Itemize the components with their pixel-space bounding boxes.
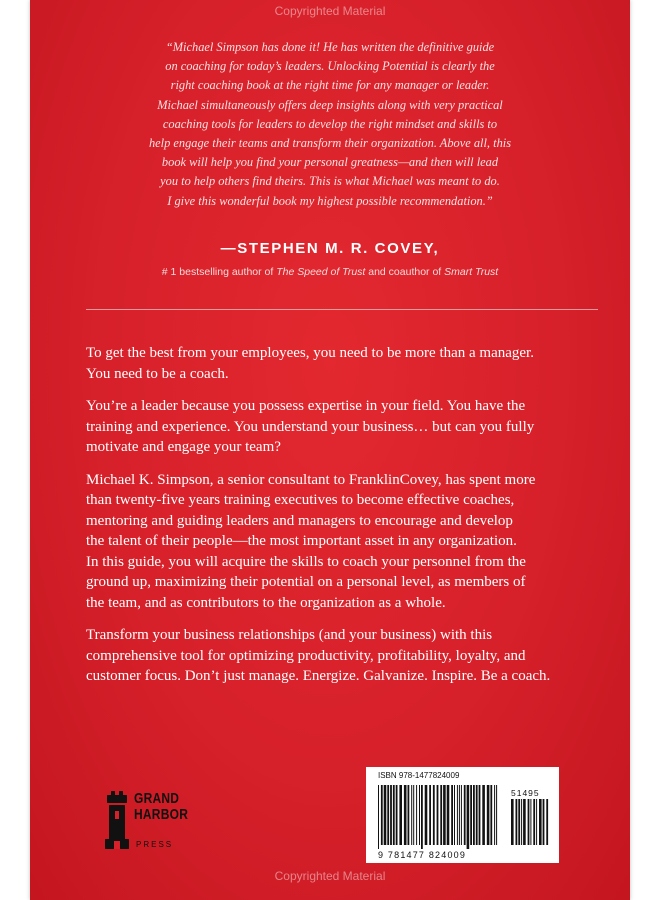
- barcode-bar: [447, 785, 450, 845]
- quote-line: Michael simultaneously offers deep insights along with very practical: [157, 97, 503, 112]
- barcode-bar: [459, 785, 460, 845]
- barcode-bar: [408, 785, 410, 845]
- barcode-bar: [413, 785, 414, 845]
- author-credit: [30, 266, 630, 278]
- barcode-bar: [543, 799, 545, 845]
- barcode-bar: [479, 785, 481, 845]
- text-line: motivate and engage your team?: [86, 439, 281, 455]
- barcode-bar: [381, 785, 383, 845]
- castle-tower-icon: [100, 789, 132, 851]
- isbn-digits: 9 781477 824009: [378, 850, 467, 860]
- barcode-bar: [451, 785, 453, 845]
- text-line: In this guide, you will acquire the skills to coach your personnel from the: [86, 553, 526, 570]
- barcode-bar: [523, 799, 526, 845]
- text-line: mentoring and guiding leaders and managers to encourage and develop: [86, 512, 513, 529]
- barcode-bar: [521, 799, 522, 845]
- text-line: comprehensive tool for optimizing productivity, profitability, loyalty, and: [86, 647, 526, 664]
- barcode-bar: [490, 785, 492, 845]
- ean-barcode-bars: [378, 785, 498, 849]
- quote-attribution: —STEPHEN M. R. COVEY,: [220, 240, 440, 257]
- description-paragraph: [86, 625, 616, 687]
- text-line: You’re a leader because you possess expertise in your field. You have the: [86, 398, 526, 414]
- barcode-bar: [416, 785, 417, 845]
- text-line: To get the best from your employees, you need to be more than a manager.: [86, 345, 534, 361]
- watermark-top: Copyrighted Material: [274, 4, 386, 18]
- text-line: the team, and as contributors to the organization as a whole.: [86, 594, 446, 611]
- endorsement-quote: [90, 38, 570, 211]
- barcode-bar: [396, 785, 398, 845]
- book-back-cover: [30, 0, 630, 900]
- isbn-barcode: [366, 767, 559, 863]
- text-line: You need to be a coach.: [86, 365, 229, 382]
- publisher-name-line: GRAND: [134, 790, 180, 807]
- barcode-bar: [390, 785, 392, 845]
- text-line: the talent of their people—the most important asset in any organization.: [86, 533, 517, 549]
- barcode-bar: [467, 785, 470, 849]
- text-line: customer focus. Don’t just manage. Energize. Galvanize. Inspire. Be a coach.: [86, 668, 551, 684]
- barcode-bar: [496, 785, 497, 845]
- text-line: ground up, maximizing their potential on a personal level, as members of: [86, 574, 526, 590]
- barcode-bar: [516, 799, 518, 845]
- watermark-bottom: Copyrighted Material: [274, 869, 386, 883]
- barcode-bar: [482, 785, 485, 845]
- barcode-bar: [399, 785, 402, 845]
- barcode-bar: [536, 799, 537, 845]
- barcode-bar: [433, 785, 435, 845]
- barcode-bar: [511, 799, 514, 845]
- barcode-bar: [404, 785, 407, 845]
- credit-middle: and coauthor of: [365, 266, 445, 278]
- barcode-bar: [429, 785, 431, 845]
- book-description: [86, 343, 616, 699]
- credit-book-title: The Speed of Trust: [276, 266, 366, 278]
- barcode-bar: [461, 785, 462, 845]
- quote-line: help engage their teams and transform their organization. Above all, this: [148, 136, 512, 151]
- barcode-bar: [533, 799, 535, 845]
- publisher-name-line: PRESS: [136, 840, 174, 849]
- description-paragraph: [86, 396, 616, 458]
- publisher-logo: [100, 787, 220, 857]
- barcode-bar: [518, 799, 520, 845]
- section-divider: [86, 309, 598, 310]
- barcode-bar: [464, 785, 466, 845]
- credit-book-title: Smart Trust: [444, 266, 499, 278]
- description-paragraph: [86, 343, 616, 384]
- quote-line: “Michael Simpson has done it! He has written the definitive guide: [165, 40, 495, 54]
- barcode-bar: [530, 799, 531, 845]
- barcode-bar: [470, 785, 472, 845]
- barcode-bar: [384, 785, 387, 845]
- quote-line: right coaching book at the right time for any manager or leader.: [170, 78, 490, 93]
- barcode-bar: [528, 799, 530, 845]
- barcode-bar: [476, 785, 478, 845]
- barcode-bar: [473, 785, 475, 845]
- quote-line: on coaching for today’s leaders. Unlocking Potential is clearly the: [165, 59, 495, 74]
- text-line: Transform your business relationships (and your business) with this: [86, 627, 493, 643]
- quote-line: book will help you find your personal greatness—and then will lead: [161, 155, 499, 170]
- isbn-label: ISBN 978-1477824009: [378, 771, 460, 780]
- barcode-bar: [443, 785, 446, 845]
- barcode-bar: [419, 785, 420, 845]
- barcode-bar: [387, 785, 389, 845]
- barcode-bar: [411, 785, 412, 845]
- barcode-bar: [437, 785, 439, 845]
- text-line: training and experience. You understand your business… but can you fully: [86, 418, 535, 435]
- barcode-bar: [457, 785, 458, 845]
- quote-line: you to help others find theirs. This is what Michael was meant to do.: [160, 174, 500, 189]
- quote-line: coaching tools for leaders to develop the right mindset and skills to: [162, 116, 498, 131]
- barcode-bar: [425, 785, 428, 845]
- barcode-bar: [421, 785, 423, 849]
- text-line: Michael K. Simpson, a senior consultant to FranklinCovey, has spent more: [86, 471, 536, 488]
- barcode-bar: [393, 785, 395, 845]
- barcode-bar: [539, 799, 542, 845]
- publisher-name-line: HARBOR: [134, 806, 189, 823]
- quote-line: I give this wonderful book my highest possible recommendation.”: [167, 193, 493, 208]
- text-line: than twenty-five years training executives to become effective coaches,: [86, 492, 515, 508]
- description-paragraph: [86, 470, 616, 614]
- price-barcode-bars: [511, 799, 549, 849]
- barcode-bar: [454, 785, 455, 845]
- barcode-bar: [487, 785, 490, 845]
- barcode-bar: [546, 799, 548, 845]
- barcode-bar: [494, 785, 495, 845]
- price-code: 51495: [511, 788, 540, 798]
- credit-prefix: # 1 bestselling author of: [161, 266, 277, 278]
- barcode-bar: [378, 785, 379, 849]
- barcode-bar: [440, 785, 442, 845]
